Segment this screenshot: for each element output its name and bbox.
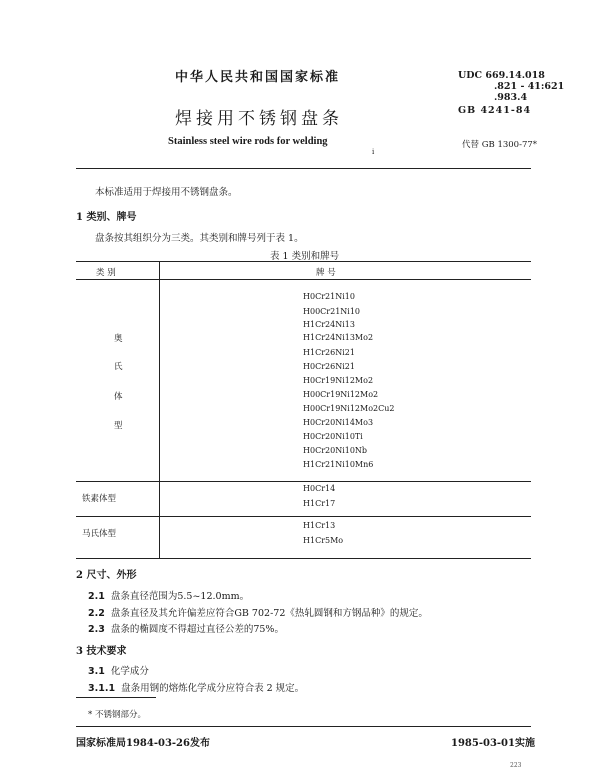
table-1-caption: 表 1 类别和牌号 xyxy=(270,251,340,262)
section-1-text: 盘条按其组织分为三类。其类别和牌号列于表 1。 xyxy=(95,233,304,244)
section-3-heading: 3 技术要求 xyxy=(76,646,127,657)
standard-title: 中华人民共和国国家标准 xyxy=(175,70,341,85)
issued-date: 国家标准局1984-03-26发布 xyxy=(76,738,210,749)
category-martensitic: 马氏体型 xyxy=(82,529,117,539)
english-title: Stainless steel wire rods for welding xyxy=(168,136,328,147)
category-char: 奥 xyxy=(114,334,123,344)
footnote: * 不锈钢部分。 xyxy=(88,710,146,720)
category-ferritic: 铁素体型 xyxy=(82,494,117,504)
item-number: 2.3 xyxy=(88,624,105,635)
item-2-2 xyxy=(88,605,428,619)
implementation-date: 1985-03-01实施 xyxy=(451,738,535,749)
grade-cell: H00Cr19Ni12Mo2Cu2 xyxy=(303,404,395,413)
table-divider xyxy=(159,262,160,558)
item-text: 化学成分 xyxy=(110,666,149,677)
category-char: 型 xyxy=(114,421,123,431)
gb-number: GB 4241-84 xyxy=(458,105,532,116)
table-row-rule xyxy=(76,481,531,482)
item-number: 3.1 xyxy=(88,666,105,677)
table-row-rule xyxy=(76,516,531,517)
item-number: 2.1 xyxy=(88,591,105,602)
top-rule xyxy=(76,168,531,169)
grade-cell: H00Cr19Ni12Mo2 xyxy=(303,390,379,399)
col-header-category: 类 别 xyxy=(96,268,116,278)
table-1 xyxy=(76,261,531,559)
udc-line: .983.4 xyxy=(494,92,528,103)
category-char: 体 xyxy=(114,392,123,402)
item-3-1-1 xyxy=(88,680,304,694)
item-text: 盘条直径范围为5.5~12.0mm。 xyxy=(110,591,250,602)
category-char: 氏 xyxy=(114,362,123,372)
grade-cell: H1Cr21Ni10Mn6 xyxy=(303,460,374,469)
grade-cell: H1Cr24Ni13Mo2 xyxy=(303,333,374,342)
udc-line: UDC 669.14.018 xyxy=(458,70,545,81)
grade-cell: H0Cr20Ni14Mo3 xyxy=(303,418,374,427)
page-marker: 223 xyxy=(510,762,522,769)
udc-line: .821 - 41:621 xyxy=(494,81,565,92)
item-text: 盘条的椭圆度不得超过直径公差的75%。 xyxy=(110,624,284,635)
footnote-rule xyxy=(76,697,156,698)
chinese-title: 焊接用不锈钢盘条 xyxy=(175,109,343,129)
udc-block xyxy=(458,70,564,116)
intro-text: 本标准适用于焊接用不锈钢盘条。 xyxy=(95,187,238,198)
grade-cell: H0Cr20Ni10Ti xyxy=(303,432,363,441)
grade-cell: H0Cr21Ni10 xyxy=(303,292,355,301)
grade-cell: H1Cr13 xyxy=(303,521,336,530)
grade-cell: H1Cr26Ni21 xyxy=(303,348,355,357)
grade-cell: H0Cr14 xyxy=(303,484,336,493)
section-1-heading: 1 类别、牌号 xyxy=(76,212,137,223)
item-2-1 xyxy=(88,588,249,602)
item-3-1 xyxy=(88,663,149,677)
col-header-grade: 牌 号 xyxy=(316,268,336,278)
item-number: 3.1.1 xyxy=(88,683,116,694)
item-text: 盘条直径及其允许偏差应符合GB 702-72《热轧圆钢和方钢品种》的规定。 xyxy=(110,608,428,619)
grade-cell: H1Cr24Ni13 xyxy=(303,320,355,329)
grade-cell: H0Cr19Ni12Mo2 xyxy=(303,376,374,385)
table-header-rule xyxy=(76,279,531,280)
grade-cell: H1Cr17 xyxy=(303,499,336,508)
item-text: 盘条用钢的熔炼化学成分应符合表 2 规定。 xyxy=(121,683,305,694)
replaces-note: 代替 GB 1300-77* xyxy=(462,140,538,150)
grade-cell: H00Cr21Ni10 xyxy=(303,307,361,316)
item-2-3 xyxy=(88,621,284,635)
item-number: 2.2 xyxy=(88,608,105,619)
grade-cell: H0Cr26Ni21 xyxy=(303,362,355,371)
header-marker: i xyxy=(372,148,375,156)
grade-cell: H1Cr5Mo xyxy=(303,536,344,545)
section-2-heading: 2 尺寸、外形 xyxy=(76,570,137,581)
footer-rule xyxy=(76,726,531,727)
grade-cell: H0Cr20Ni10Nb xyxy=(303,446,368,455)
